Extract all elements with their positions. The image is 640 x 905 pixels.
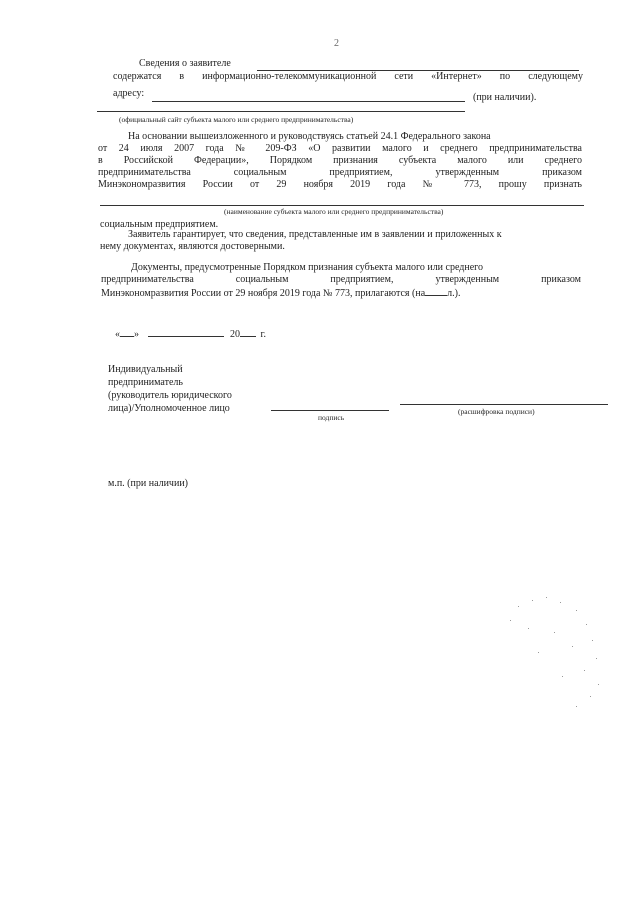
basis-line-3: в Российской Федерации», Порядком признания субъекта малого или среднего — [98, 155, 582, 166]
enterprise-name-line — [100, 205, 584, 206]
guarantee-line-2: нему документах, являются достоверными. — [100, 241, 285, 252]
basis-line-4: предпринимательства социальным предприятием, утвержденным приказом — [98, 167, 582, 178]
documents-line-2: предпринимательства социальным предприятием, утвержденным приказом — [101, 274, 581, 285]
signature-caption: подпись — [318, 413, 345, 422]
decoding-caption: (расшифровка подписи) — [458, 407, 535, 416]
date-open-quote: « — [115, 329, 120, 340]
month-blank — [148, 327, 224, 337]
stamp-residue — [498, 588, 608, 718]
year-suffix: г. — [260, 329, 266, 340]
guarantee-line-1: Заявитель гарантирует, что сведения, представленные им в заявлении и приложенных к — [128, 229, 502, 240]
signer-line-3: (руководитель юридического — [108, 390, 232, 401]
pages-count-blank — [425, 286, 447, 296]
address-line-2 — [97, 111, 465, 112]
year-blank — [240, 327, 256, 337]
signer-line-4: лица)/Уполномоченное лицо — [108, 403, 230, 414]
day-blank — [120, 327, 134, 337]
date-close-quote: » — [134, 329, 139, 340]
decoding-line — [400, 404, 608, 405]
signer-line-2: предприниматель — [108, 377, 183, 388]
documents-line-1: Документы, предусмотренные Порядком признания субъекта малого или среднего — [131, 262, 484, 273]
year-prefix: 20 — [230, 329, 240, 340]
signer-line-1: Индивидуальный — [108, 364, 183, 375]
date-field — [115, 327, 266, 341]
address-label: адресу: — [113, 88, 145, 99]
applicant-label: Сведения о заявителе — [139, 58, 231, 69]
site-caption: (официальный сайт субъекта малого или среднего предпринимательства) — [119, 115, 354, 124]
basis-line-5: Минэкономразвития России от 29 ноября 2019 года № 773, прошу признать — [98, 179, 582, 190]
page-number: 2 — [334, 38, 339, 49]
basis-line-6: социальным предприятием. — [100, 219, 219, 230]
address-line-1 — [152, 101, 465, 102]
documents-line-3-end: л.). — [447, 288, 461, 299]
seal-note: м.п. (при наличии) — [108, 478, 188, 489]
if-available-note: (при наличии). — [473, 92, 537, 103]
signature-line — [271, 410, 389, 411]
basis-line-2: от 24 июля 2007 года № 209-ФЗ «О развитии малого и среднего предпринимательства — [98, 143, 582, 154]
basis-line-1: На основании вышеизложенного и руководствуясь статьей 24.1 Федерального закона — [128, 131, 491, 142]
applicant-internet-text: содержатся в информационно-телекоммуникационной сети «Интернет» по следующему — [113, 71, 583, 82]
documents-line-3-start: Минэкономразвития России от 29 ноября 2019 года № 773, прилагаются (на — [101, 288, 426, 299]
documents-line-3 — [101, 286, 460, 300]
enterprise-name-caption: (наименование субъекта малого или среднего предпринимательства) — [224, 207, 444, 216]
